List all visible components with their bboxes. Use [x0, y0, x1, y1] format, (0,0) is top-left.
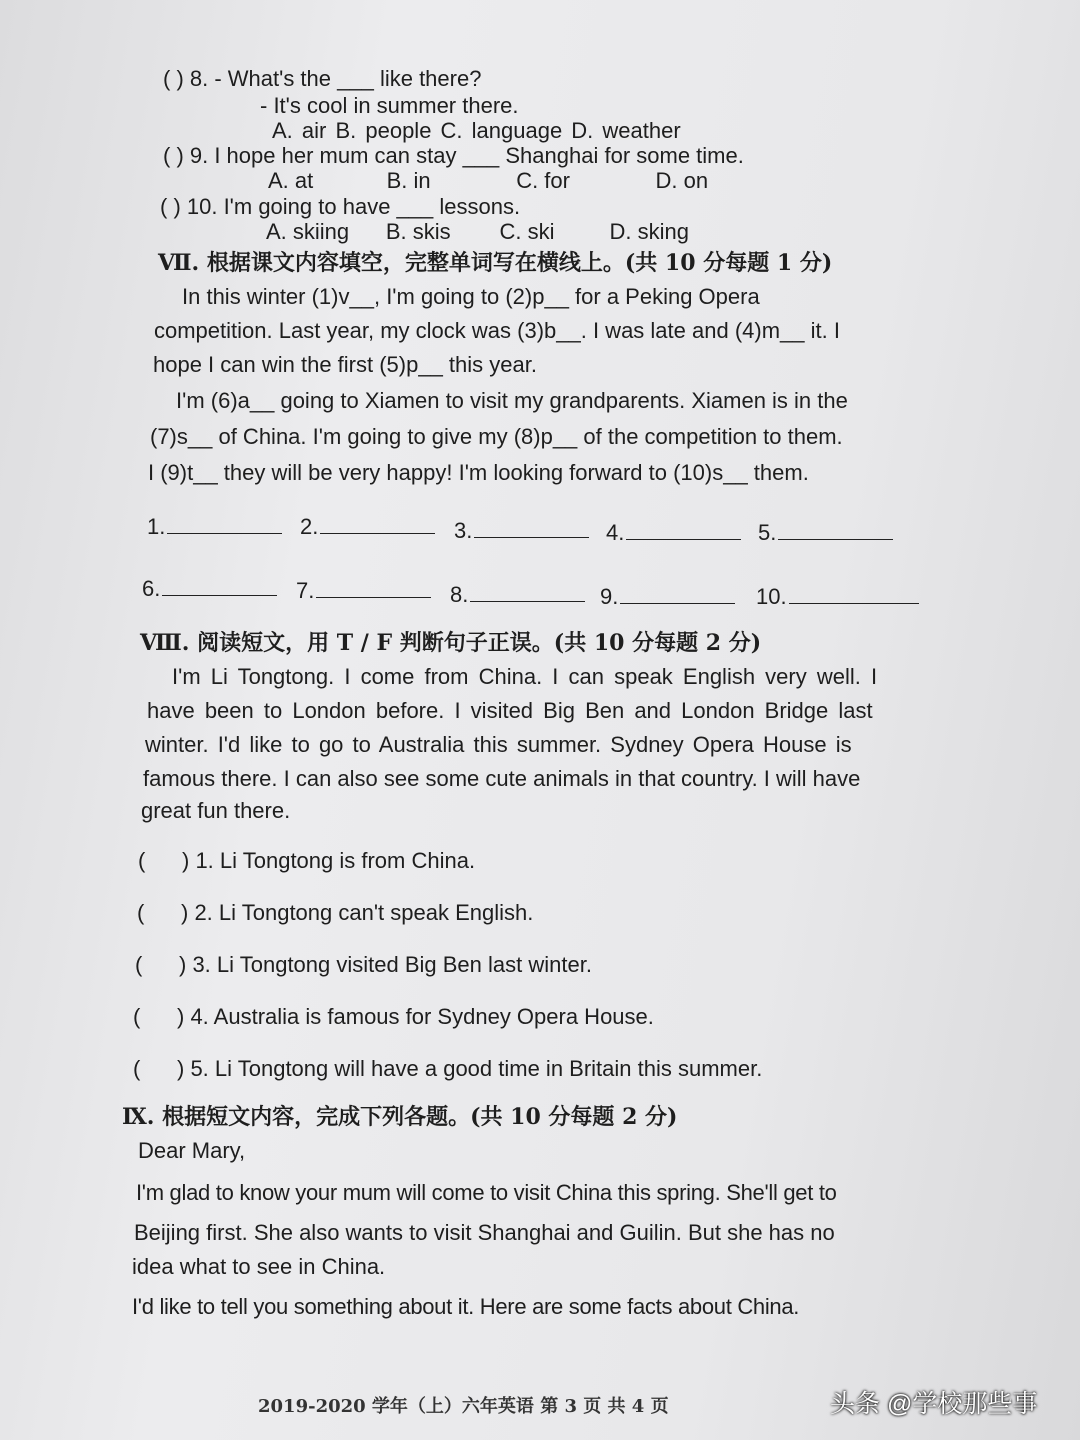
- reading-line: winter. I'd like to go to Australia this summer. Sydney Opera House is: [145, 732, 852, 757]
- passage-line: In this winter (1)v__, I'm going to (2)p__ for a Peking Opera: [182, 284, 760, 309]
- question-9-options: A. at B. in C. for D. on: [268, 168, 709, 193]
- blank-label: 8.: [450, 582, 469, 607]
- question-8-dialog: - It's cool in summer there.: [260, 93, 519, 118]
- blank-label: 9.: [600, 584, 619, 609]
- blank-label: 3.: [454, 518, 473, 543]
- tf-question-5: ( ) 5. Li Tongtong will have a good time in Britain this summer.: [133, 1056, 763, 1081]
- question-8: ( ) 8. - What's the ___ like there?: [163, 66, 482, 91]
- blank-label: 10.: [756, 584, 787, 609]
- letter-line: Beijing first. She also wants to visit Shanghai and Guilin. But she has no: [134, 1220, 835, 1245]
- question-10-options: A. skiing B. skis C. ski D. sking: [266, 219, 689, 244]
- tf-question-4: ( ) 4. Australia is famous for Sydney Opera House.: [133, 1004, 654, 1029]
- blank-label: 7.: [296, 578, 315, 603]
- blank-label: 2.: [300, 514, 319, 539]
- tf-question-1: ( ) 1. Li Tongtong is from China.: [138, 848, 476, 873]
- section-8-heading: Ⅷ. 阅读短文，用 T / F 判断句子正误。(共 10 分每题 2 分): [140, 630, 762, 656]
- answer-blank-2[interactable]: [300, 514, 435, 540]
- answer-blank-9[interactable]: [600, 584, 735, 610]
- passage-line: I (9)t__ they will be very happy! I'm looking forward to (10)s__ them.: [148, 460, 809, 485]
- question-10: ( ) 10. I'm going to have ___ lessons.: [160, 194, 521, 219]
- answer-blank-8[interactable]: [450, 582, 585, 608]
- passage-line: (7)s__ of China. I'm going to give my (8)p__ of the competition to them.: [150, 424, 843, 449]
- letter-line: Dear Mary,: [138, 1138, 246, 1163]
- blank-label: 5.: [758, 520, 777, 545]
- blank-label: 1.: [147, 514, 166, 539]
- blank-label: 6.: [142, 576, 161, 601]
- passage-line: I'm (6)a__ going to Xiamen to visit my grandparents. Xiamen is in the: [176, 388, 848, 413]
- question-9: ( ) 9. I hope her mum can stay ___ Shanghai for some time.: [163, 143, 744, 168]
- answer-blank-10[interactable]: [756, 584, 919, 610]
- section-7-heading: Ⅶ. 根据课文内容填空，完整单词写在横线上。(共 10 分每题 1 分): [158, 250, 833, 276]
- reading-line: famous there. I can also see some cute animals in that country. I will have: [143, 766, 861, 791]
- passage-line: hope I can win the first (5)p__ this year.: [153, 352, 537, 377]
- question-8-options: A. air B. people C. language D. weather: [272, 118, 681, 143]
- answer-blank-5[interactable]: [758, 520, 893, 546]
- answer-blank-4[interactable]: [606, 520, 741, 546]
- reading-line: have been to London before. I visited Big Ben and London Bridge last: [147, 698, 873, 723]
- watermark: 头条 @学校那些事: [830, 1390, 1038, 1418]
- section-9-heading: Ⅸ. 根据短文内容，完成下列各题。(共 10 分每题 2 分): [122, 1104, 678, 1130]
- tf-question-3: ( ) 3. Li Tongtong visited Big Ben last winter.: [135, 952, 592, 977]
- letter-line: I'm glad to know your mum will come to visit China this spring. She'll get to: [136, 1180, 837, 1205]
- answer-blank-6[interactable]: [142, 576, 277, 602]
- reading-line: I'm Li Tongtong. I come from China. I can speak English very well. I: [172, 664, 878, 689]
- answer-blank-1[interactable]: [147, 514, 282, 540]
- letter-line: idea what to see in China.: [132, 1254, 386, 1279]
- tf-question-2: ( ) 2. Li Tongtong can't speak English.: [137, 900, 534, 925]
- answer-blank-3[interactable]: [454, 518, 589, 544]
- answer-blank-7[interactable]: [296, 578, 431, 604]
- reading-line: great fun there.: [141, 798, 291, 823]
- page-footer: 2019-2020 学年（上）六年英语 第 3 页 共 4 页: [258, 1396, 669, 1417]
- passage-line: competition. Last year, my clock was (3)b__. I was late and (4)m__ it. I: [154, 318, 840, 343]
- letter-line: I'd like to tell you something about it. Here are some facts about China.: [132, 1294, 800, 1319]
- blank-label: 4.: [606, 520, 625, 545]
